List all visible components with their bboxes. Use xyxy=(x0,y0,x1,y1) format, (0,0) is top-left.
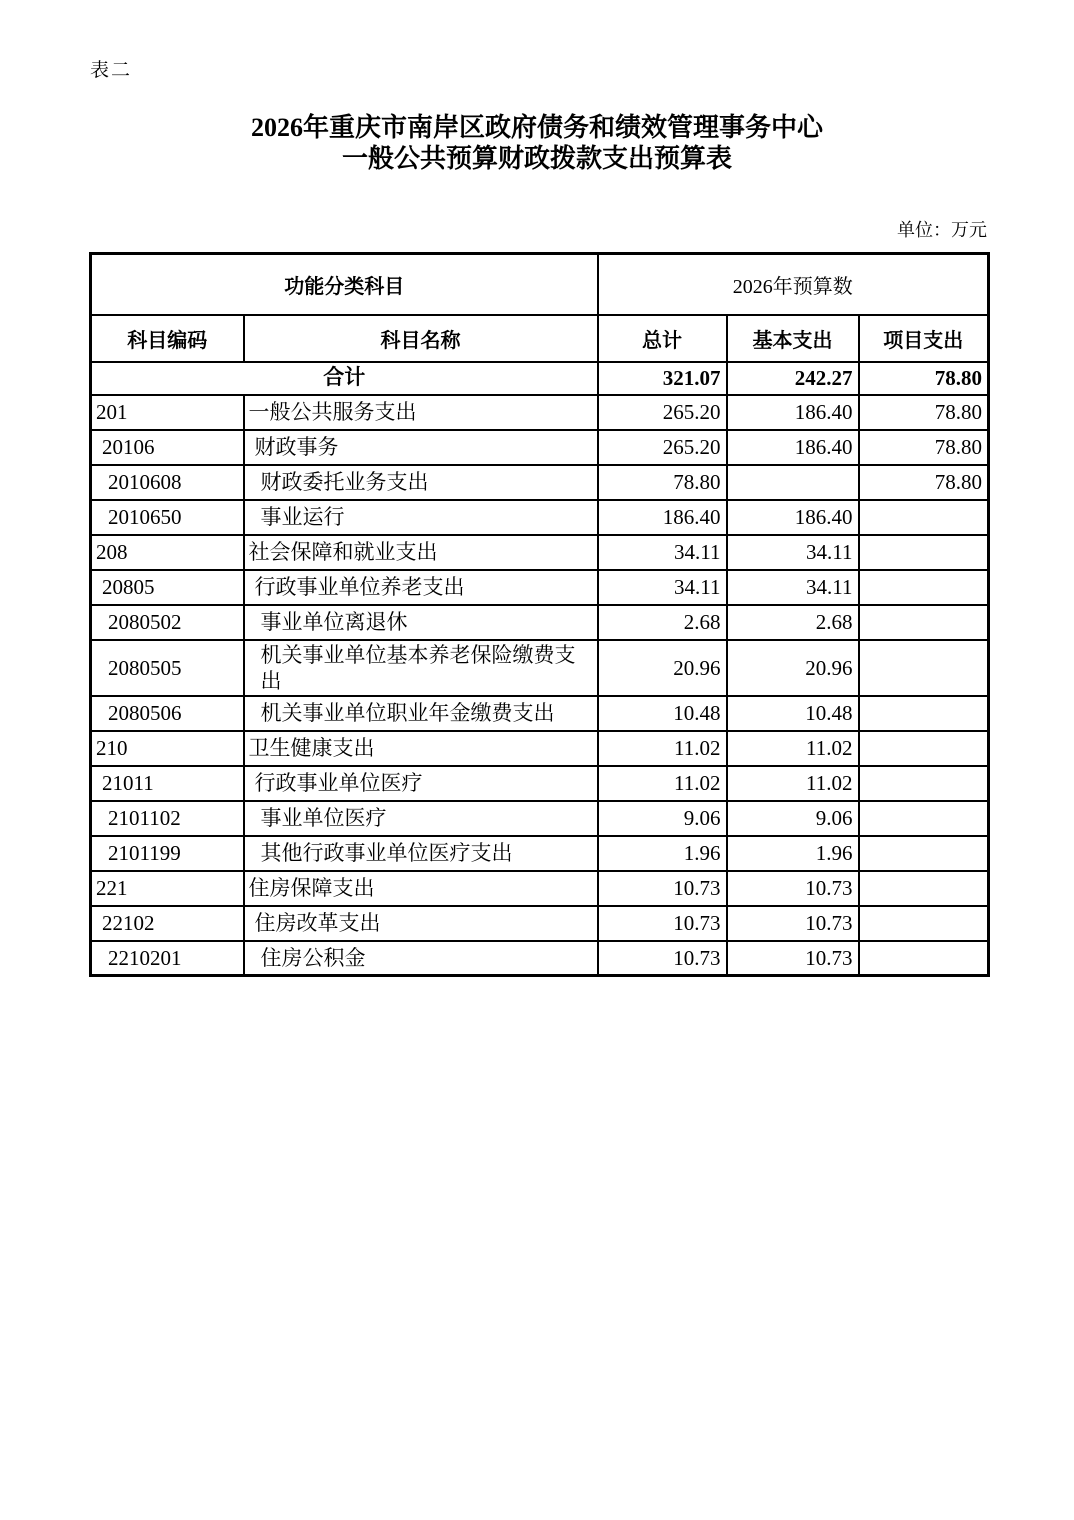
total-amount-cell: 11.02 xyxy=(598,731,727,766)
subject-code-cell: 21011 xyxy=(91,766,244,801)
table-row xyxy=(91,871,989,906)
subject-code-cell: 20805 xyxy=(91,570,244,605)
project-expenditure-cell xyxy=(859,696,989,731)
subject-name-cell: 行政事业单位医疗 xyxy=(244,766,598,801)
subject-code-cell: 2080505 xyxy=(91,640,244,696)
subject-name-cell: 其他行政事业单位医疗支出 xyxy=(244,836,598,871)
basic-expenditure-cell: 186.40 xyxy=(727,430,859,465)
total-row-project: 78.80 xyxy=(859,362,989,395)
basic-expenditure-cell: 1.96 xyxy=(727,836,859,871)
table-row xyxy=(91,395,989,430)
total-amount-cell: 34.11 xyxy=(598,570,727,605)
total-amount-cell: 34.11 xyxy=(598,535,727,570)
subject-name-cell: 机关事业单位基本养老保险缴费支出 xyxy=(244,640,598,696)
header-subject-code: 科目编码 xyxy=(91,315,244,362)
basic-expenditure-cell: 10.73 xyxy=(727,871,859,906)
project-expenditure-cell: 78.80 xyxy=(859,395,989,430)
subject-code-cell: 2010650 xyxy=(91,500,244,535)
subject-code-cell: 2010608 xyxy=(91,465,244,500)
project-expenditure-cell: 78.80 xyxy=(859,465,989,500)
project-expenditure-cell xyxy=(859,605,989,640)
project-expenditure-cell xyxy=(859,640,989,696)
total-row-label: 合计 xyxy=(91,362,598,395)
project-expenditure-cell xyxy=(859,801,989,836)
basic-expenditure-cell xyxy=(727,465,859,500)
project-expenditure-cell xyxy=(859,535,989,570)
total-amount-cell: 2.68 xyxy=(598,605,727,640)
table-row xyxy=(91,465,989,500)
subject-code-cell: 2080506 xyxy=(91,696,244,731)
total-amount-cell: 9.06 xyxy=(598,801,727,836)
project-expenditure-cell xyxy=(859,570,989,605)
table-row xyxy=(91,500,989,535)
basic-expenditure-cell: 2.68 xyxy=(727,605,859,640)
table-row xyxy=(91,731,989,766)
project-expenditure-cell xyxy=(859,941,989,976)
subject-name-cell: 事业单位离退休 xyxy=(244,605,598,640)
table-row xyxy=(91,766,989,801)
total-amount-cell: 10.73 xyxy=(598,906,727,941)
basic-expenditure-cell: 10.73 xyxy=(727,941,859,976)
total-amount-cell: 1.96 xyxy=(598,836,727,871)
basic-expenditure-cell: 34.11 xyxy=(727,570,859,605)
basic-expenditure-cell: 10.48 xyxy=(727,696,859,731)
subject-name-cell: 财政委托业务支出 xyxy=(244,465,598,500)
unit-note: 单位：万元 xyxy=(897,220,987,240)
table-row xyxy=(91,605,989,640)
table-number-label: 表二 xyxy=(90,60,133,81)
total-row xyxy=(91,362,989,395)
budget-table xyxy=(89,252,990,977)
total-amount-cell: 186.40 xyxy=(598,500,727,535)
subject-name-cell: 机关事业单位职业年金缴费支出 xyxy=(244,696,598,731)
project-expenditure-cell xyxy=(859,766,989,801)
total-amount-cell: 265.20 xyxy=(598,395,727,430)
basic-expenditure-cell: 34.11 xyxy=(727,535,859,570)
subject-code-cell: 2101199 xyxy=(91,836,244,871)
total-amount-cell: 20.96 xyxy=(598,640,727,696)
header-group-row xyxy=(91,254,989,315)
subject-code-cell: 2101102 xyxy=(91,801,244,836)
header-basic-expenditure: 基本支出 xyxy=(727,315,859,362)
subject-name-cell: 社会保障和就业支出 xyxy=(244,535,598,570)
total-amount-cell: 10.73 xyxy=(598,871,727,906)
header-columns-row xyxy=(91,315,989,362)
subject-name-cell: 行政事业单位养老支出 xyxy=(244,570,598,605)
table-row xyxy=(91,836,989,871)
subject-code-cell: 22102 xyxy=(91,906,244,941)
subject-name-cell: 住房改革支出 xyxy=(244,906,598,941)
basic-expenditure-cell: 10.73 xyxy=(727,906,859,941)
basic-expenditure-cell: 20.96 xyxy=(727,640,859,696)
project-expenditure-cell xyxy=(859,500,989,535)
table-row xyxy=(91,696,989,731)
subject-name-cell: 卫生健康支出 xyxy=(244,731,598,766)
subject-name-cell: 一般公共服务支出 xyxy=(244,395,598,430)
subject-code-cell: 210 xyxy=(91,731,244,766)
header-budget-2026: 2026年预算数 xyxy=(598,254,989,315)
table-row xyxy=(91,640,989,696)
project-expenditure-cell xyxy=(859,836,989,871)
table-row xyxy=(91,941,989,976)
total-amount-cell: 78.80 xyxy=(598,465,727,500)
subject-code-cell: 2080502 xyxy=(91,605,244,640)
project-expenditure-cell: 78.80 xyxy=(859,430,989,465)
total-row-basic: 242.27 xyxy=(727,362,859,395)
project-expenditure-cell xyxy=(859,871,989,906)
document-title-line1: 2026年重庆市南岸区政府债务和绩效管理事务中心 xyxy=(250,113,823,142)
basic-expenditure-cell: 186.40 xyxy=(727,395,859,430)
document-title xyxy=(0,112,1074,174)
table-row xyxy=(91,570,989,605)
subject-name-cell: 事业运行 xyxy=(244,500,598,535)
subject-code-cell: 2210201 xyxy=(91,941,244,976)
table-row xyxy=(91,430,989,465)
basic-expenditure-cell: 11.02 xyxy=(727,731,859,766)
basic-expenditure-cell: 186.40 xyxy=(727,500,859,535)
subject-name-cell: 财政事务 xyxy=(244,430,598,465)
header-total: 总计 xyxy=(598,315,727,362)
header-subject-name: 科目名称 xyxy=(244,315,598,362)
subject-name-cell: 住房公积金 xyxy=(244,941,598,976)
subject-code-cell: 208 xyxy=(91,535,244,570)
table-row xyxy=(91,906,989,941)
subject-name-cell: 事业单位医疗 xyxy=(244,801,598,836)
total-amount-cell: 10.48 xyxy=(598,696,727,731)
header-project-expenditure: 项目支出 xyxy=(859,315,989,362)
total-row-total: 321.07 xyxy=(598,362,727,395)
basic-expenditure-cell: 11.02 xyxy=(727,766,859,801)
subject-code-cell: 20106 xyxy=(91,430,244,465)
basic-expenditure-cell: 9.06 xyxy=(727,801,859,836)
project-expenditure-cell xyxy=(859,731,989,766)
total-amount-cell: 265.20 xyxy=(598,430,727,465)
document-title-line2: 一般公共预算财政拨款支出预算表 xyxy=(341,144,732,173)
subject-code-cell: 221 xyxy=(91,871,244,906)
project-expenditure-cell xyxy=(859,906,989,941)
subject-name-cell: 住房保障支出 xyxy=(244,871,598,906)
budget-table-body xyxy=(91,362,989,976)
table-row xyxy=(91,535,989,570)
table-row xyxy=(91,801,989,836)
header-function-category: 功能分类科目 xyxy=(91,254,598,315)
total-amount-cell: 10.73 xyxy=(598,941,727,976)
subject-code-cell: 201 xyxy=(91,395,244,430)
total-amount-cell: 11.02 xyxy=(598,766,727,801)
